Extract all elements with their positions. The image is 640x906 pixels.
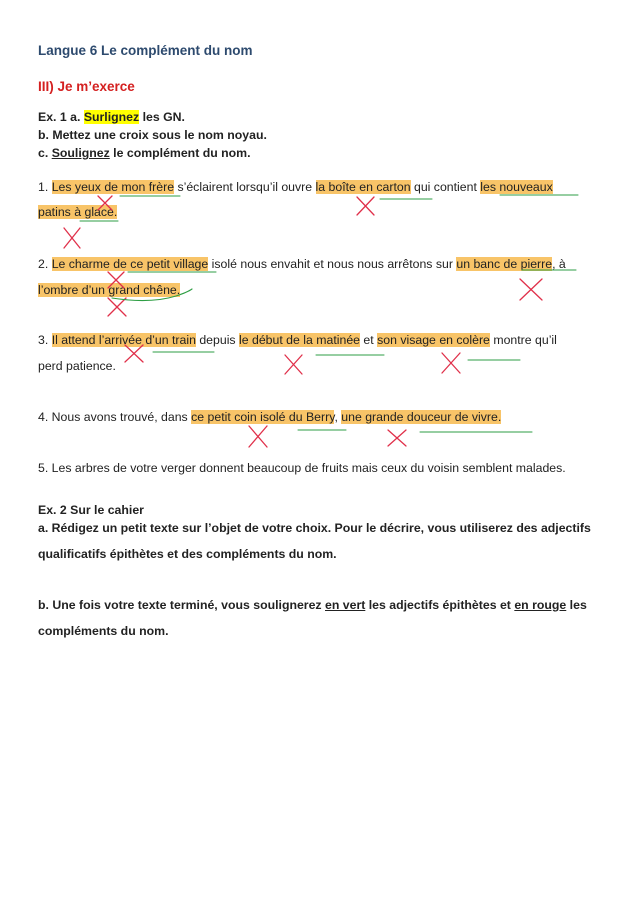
ex1-instruction-a	[38, 110, 185, 124]
sentence-3-line-2: perd patience.	[38, 359, 116, 373]
gn-highlight: la boîte en carton	[315, 180, 411, 194]
s2-end: .	[176, 283, 181, 297]
noyau-cross-mark	[64, 228, 80, 248]
noyau-cross-mark	[285, 355, 302, 374]
sentence-4	[38, 410, 501, 424]
sentence-1-line-2	[38, 205, 117, 219]
gn-highlight: le début de la matinée	[239, 333, 361, 347]
noyau-cross-mark	[357, 197, 374, 215]
page-title: Langue 6 Le complément du nom	[38, 43, 253, 58]
noyau-cross-mark	[388, 430, 406, 446]
gn-highlight: patins à glace	[38, 205, 114, 219]
ex1-a-verb: Surlignez	[83, 110, 140, 124]
gn-highlight: ce petit coin isolé du Berry	[191, 410, 335, 424]
noyau-cross-mark	[249, 426, 267, 447]
gn-highlight: Il attend l’arrivée d’un train	[51, 333, 196, 347]
ex2-title: Ex. 2 Sur le cahier	[38, 503, 144, 517]
gn-highlight: un banc de pierre	[456, 257, 553, 271]
s4-text: ,	[334, 410, 342, 424]
ex2-b-text: les adjectifs épithètes et	[365, 598, 515, 612]
ex1-a-rest: les GN.	[139, 110, 185, 124]
sentence-3-line-1	[38, 333, 557, 347]
ex1-instruction-c	[38, 146, 251, 160]
gn-highlight: une grande douceur de vivre	[341, 410, 498, 424]
sentence-2-line-2	[38, 283, 180, 297]
section-heading: III) Je m’exerce	[38, 79, 135, 94]
ex1-c-prefix: c.	[38, 146, 52, 160]
s3-text: et	[360, 333, 378, 347]
noyau-cross-mark	[125, 345, 143, 362]
noyau-cross-mark	[108, 298, 126, 316]
s2-text: , à	[552, 257, 566, 271]
ex1-c-verb: Soulignez	[51, 146, 110, 160]
ex2-b-text: b. Une fois votre texte terminé, vous soulignerez	[38, 598, 325, 612]
s1-num: 1.	[38, 180, 52, 194]
ex2-b-red: en rouge	[514, 598, 567, 612]
s4-text: 4. Nous avons trouvé, dans	[38, 410, 192, 424]
ex2-instruction-b-1	[38, 598, 587, 612]
gn-highlight: l’ombre d’un grand chêne	[38, 283, 177, 297]
sentence-2-line-1	[38, 257, 566, 271]
gn-highlight: les nouveaux	[480, 180, 553, 194]
gn-highlight: son visage en colère	[377, 333, 490, 347]
ex1-c-rest: le complément du nom.	[109, 146, 251, 160]
noyau-cross-mark	[442, 353, 460, 373]
s1-end: .	[113, 205, 118, 219]
ex1-instruction-b: b. Mettez une croix sous le nom noyau.	[38, 128, 267, 142]
gn-highlight: Le charme de ce petit village	[51, 257, 209, 271]
ex2-instruction-b-2: compléments du nom.	[38, 624, 169, 638]
s2-num: 2.	[38, 257, 52, 271]
s1-text: qui contient	[410, 180, 481, 194]
s3-num: 3.	[38, 333, 52, 347]
s3-text: depuis	[195, 333, 239, 347]
s1-text: s’éclairent lorsqu’il ouvre	[174, 180, 316, 194]
sentence-1-line-1	[38, 180, 553, 194]
s3-text: montre qu’il	[489, 333, 557, 347]
gn-highlight: Les yeux de mon frère	[51, 180, 175, 194]
s2-text: isolé nous envahit et nous nous arrêtons sur	[208, 257, 457, 271]
sentence-5: 5. Les arbres de votre verger donnent beaucoup de fruits mais ceux du voisin semblent malades.	[38, 461, 566, 475]
noyau-cross-mark	[520, 279, 542, 300]
ex2-instruction-a-2: qualificatifs épithètes et des compléments du nom.	[38, 547, 337, 561]
ex2-b-green: en vert	[325, 598, 366, 612]
ex2-instruction-a-1: a. Rédigez un petit texte sur l’objet de votre choix. Pour le décrire, vous utiliserez des adjectifs	[38, 521, 591, 535]
s4-end: .	[497, 410, 502, 424]
ex1-a-prefix: Ex. 1 a.	[38, 110, 84, 124]
ex2-b-text: les	[566, 598, 587, 612]
